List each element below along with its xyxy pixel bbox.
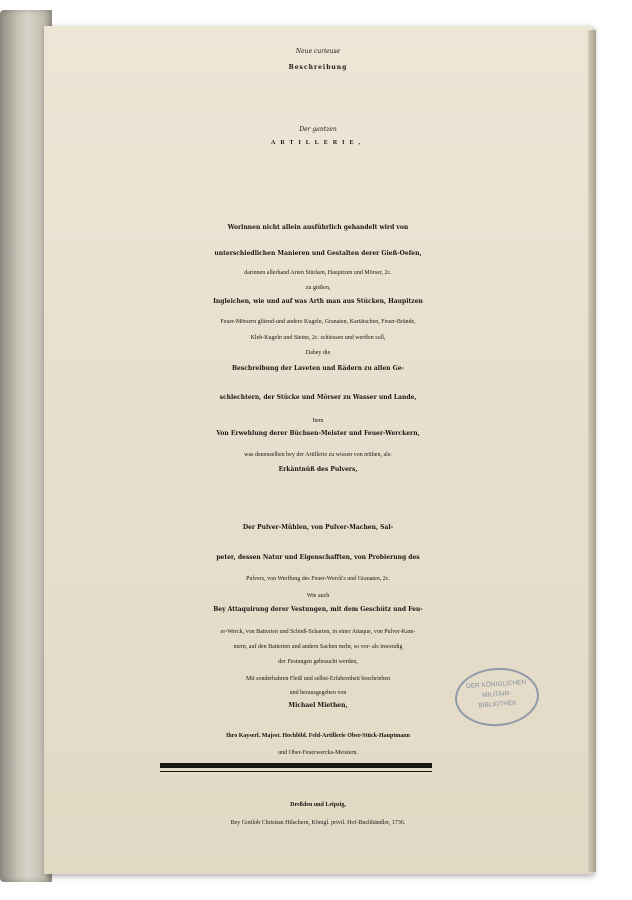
title-line-20: peter, dessen Natur und Eigenschafften, von Probierung des xyxy=(216,554,420,561)
erkaentnuess-heading: Erkäntnüß des Pulvers, xyxy=(278,466,358,473)
title-line-11: Kleb-Kugeln und Steine, 2c. schiessen und werffen soll, xyxy=(250,335,386,341)
title-line-31: und Ober-Feuerwercks-Meistern. xyxy=(278,750,358,756)
title-line-8: zu gießen, xyxy=(305,285,331,291)
thin-rule xyxy=(160,771,432,772)
stamp-line-1: DER KÖNIGLICHEN xyxy=(465,678,527,691)
page-edge xyxy=(588,30,596,872)
title-line-16: Von Erwehlung derer Büchsen-Meister und Feuer-Werckern, xyxy=(216,430,420,437)
title-line-22: Wie auch xyxy=(306,593,330,599)
title-line-10: Feuer-Mörsern glüend-und andere Kugeln, Granaten, Kartätschen, Feuer-Brände, xyxy=(220,319,416,325)
author-name: Michael Miethen, xyxy=(288,702,348,709)
title-line-26: der Festungen gebraucht werden, xyxy=(278,659,358,665)
title-line-17: was denenselben bey der Artillerie zu wissen von nöthen, als: xyxy=(244,452,392,458)
title-line-15: Item xyxy=(312,418,324,424)
artillerie-heading: ARTILLERIE, xyxy=(271,140,365,146)
title-line-13: Beschreibung der Laveten und Rädern zu allen Ge- xyxy=(231,365,405,372)
title-line-21: Pulvers, von Werffung des Feuer-Werck's und Granaten, 2c. xyxy=(246,576,390,582)
stamp-line-3: BIBLIOTHEK xyxy=(478,699,517,710)
author-title: Ihro Kayserl. Majest. Hochlöbl. Feld-Artillerie Ober-Stück-Hauptmann xyxy=(226,733,410,739)
title-line-27: Mit sonderbahren Fleiß und selbst-Erfahrenheit beschrieben xyxy=(245,676,391,682)
imprint-publisher: Bey Gottlob Christian Hilschern, Königl. privil. Hof-Buchhändler, 1736. xyxy=(230,820,406,826)
title-line-6: unterschiedlichen Manieren und Gestalten derer Gieß-Oefen, xyxy=(214,250,422,257)
imprint-place: Dreßden und Leipzig, xyxy=(290,802,346,808)
title-line-14: schlechtern, der Stücke und Mörser zu Wasser und Lande, xyxy=(219,394,417,401)
title-line-3: Der gantzen xyxy=(299,126,337,133)
title-line-19: Der Pulver-Mühlen, von Pulver-Machen, Sal- xyxy=(242,524,394,531)
title-line-1: Neue curieuse xyxy=(295,48,341,55)
title-line-12: Dabey die xyxy=(305,350,331,356)
thick-rule xyxy=(160,763,432,768)
stamp-line-2: MILITAIR- xyxy=(482,689,512,700)
title-line-25: mern, auf den Batterien und andern Sachen mehr, so vor- als inwendig xyxy=(233,644,403,650)
title-line-5: Worinnen nicht allein ausführlich gehandelt wird von xyxy=(227,224,409,231)
title-line-24: er-Werck, von Batterien und Schieß-Scharten, in einer Attaque, von Pulver-Kam- xyxy=(220,629,416,635)
main-title: Beschreibung xyxy=(288,64,348,71)
title-line-23: Bey Attaquirung derer Vestungen, mit dem Geschütz und Feu- xyxy=(213,606,423,613)
title-line-7: darinnen allerhand Arten Stücken, Haupitzen und Mörser, 2c. xyxy=(244,270,392,276)
title-line-9: Ingleichen, wie und auf was Arth man aus Stücken, Haupitzen xyxy=(213,298,423,305)
title-line-28: und herausgegeben von xyxy=(289,690,347,696)
title-page xyxy=(44,26,592,874)
